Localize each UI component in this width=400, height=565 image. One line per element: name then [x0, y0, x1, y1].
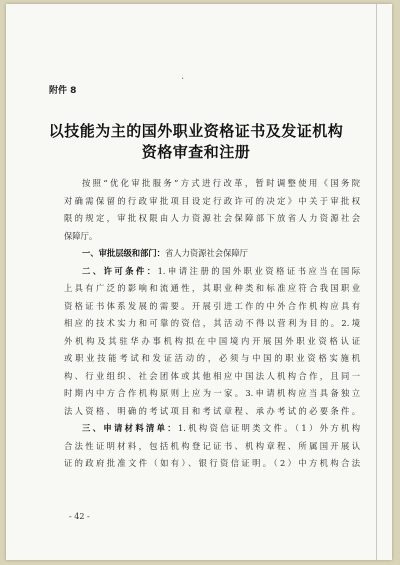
body-line-text: 时期内中方合作机构原则上应为一家。3.申请机构应当具备独立	[64, 388, 360, 398]
body-line-text: 相应的技术实力和可靠的资信，其活动不得以营利为目的。2.境	[64, 318, 360, 328]
body-line	[64, 245, 360, 263]
body-line-text: 对确需保留的行政审批项目设定行政许可的决定》中关于审批权	[64, 195, 360, 206]
body-line	[64, 403, 360, 421]
body-line	[64, 175, 360, 193]
body-line-text: 资格证书体系发展的需要。开展引进工作的中外合作机构应具有	[64, 300, 360, 311]
body-text	[64, 175, 360, 473]
document-title-line-2: 资格审查和注册	[141, 143, 251, 161]
body-line	[64, 263, 360, 281]
page-edge-line	[376, 4, 377, 560]
section-heading: 三、申请材料清单：	[82, 423, 178, 433]
attachment-label: 附件 8	[49, 86, 77, 96]
body-line	[64, 210, 360, 228]
body-line	[64, 315, 360, 333]
body-line-text: 按照“优化审批服务”方式进行改革，暂时调整使用《国务院	[82, 178, 360, 188]
body-line-text: 法人资格、明确的考试项目和考试章程、承办考试的必要条件。	[64, 405, 360, 416]
body-line-text: 证的政府批准文件（如有）、银行资信证明。（2）中方机构合法	[64, 458, 360, 468]
body-line-text: 或职业技能考试和发证活动的，必须与中国的职业资格实施机	[64, 353, 360, 363]
body-line	[64, 385, 360, 403]
body-line-text: 1.机构资信证明类文件。（1）外方机构	[177, 423, 360, 433]
body-line	[64, 455, 360, 473]
section-heading: 二、许可条件：	[82, 265, 158, 276]
document-page	[6, 4, 392, 560]
body-line-text: 保障厅。	[64, 230, 98, 241]
page-number: - 42 -	[69, 512, 90, 521]
body-line	[64, 350, 360, 368]
body-line-text: 省人力资源社会保障厅	[164, 248, 248, 258]
body-line	[64, 280, 360, 298]
body-line	[64, 298, 360, 316]
body-line-text: 外机构及其驻华办事机构拟在中国境内开展国外职业资格认证	[64, 335, 360, 346]
body-line	[64, 333, 360, 351]
body-line-text: 1.申请注册的国外职业资格证书应当在国际	[157, 265, 360, 276]
body-line-text: 限的规定，审批权限由人力资源社会保障部下放省人力资源社会	[64, 213, 360, 223]
body-line-text: 上具有广泛的影响和流通性，其职业种类和标准应符合我国职业	[64, 283, 360, 293]
body-line	[64, 438, 360, 456]
body-line-text: 合法性证明材料，包括机构登记证书、机构章程、所属国开展认	[64, 440, 360, 451]
body-line	[64, 228, 360, 246]
stray-mark: ·	[181, 74, 185, 85]
body-line	[64, 193, 360, 211]
body-line	[64, 420, 360, 438]
section-heading: 一、审批层级和部门：	[82, 248, 165, 258]
document-title-line-1: 以技能为主的国外职业资格证书及发证机构	[48, 122, 344, 140]
body-line	[64, 368, 360, 386]
body-line-text: 构、行业组织、社会团体或其他相应中国法人机构合作，且同一	[64, 370, 360, 381]
